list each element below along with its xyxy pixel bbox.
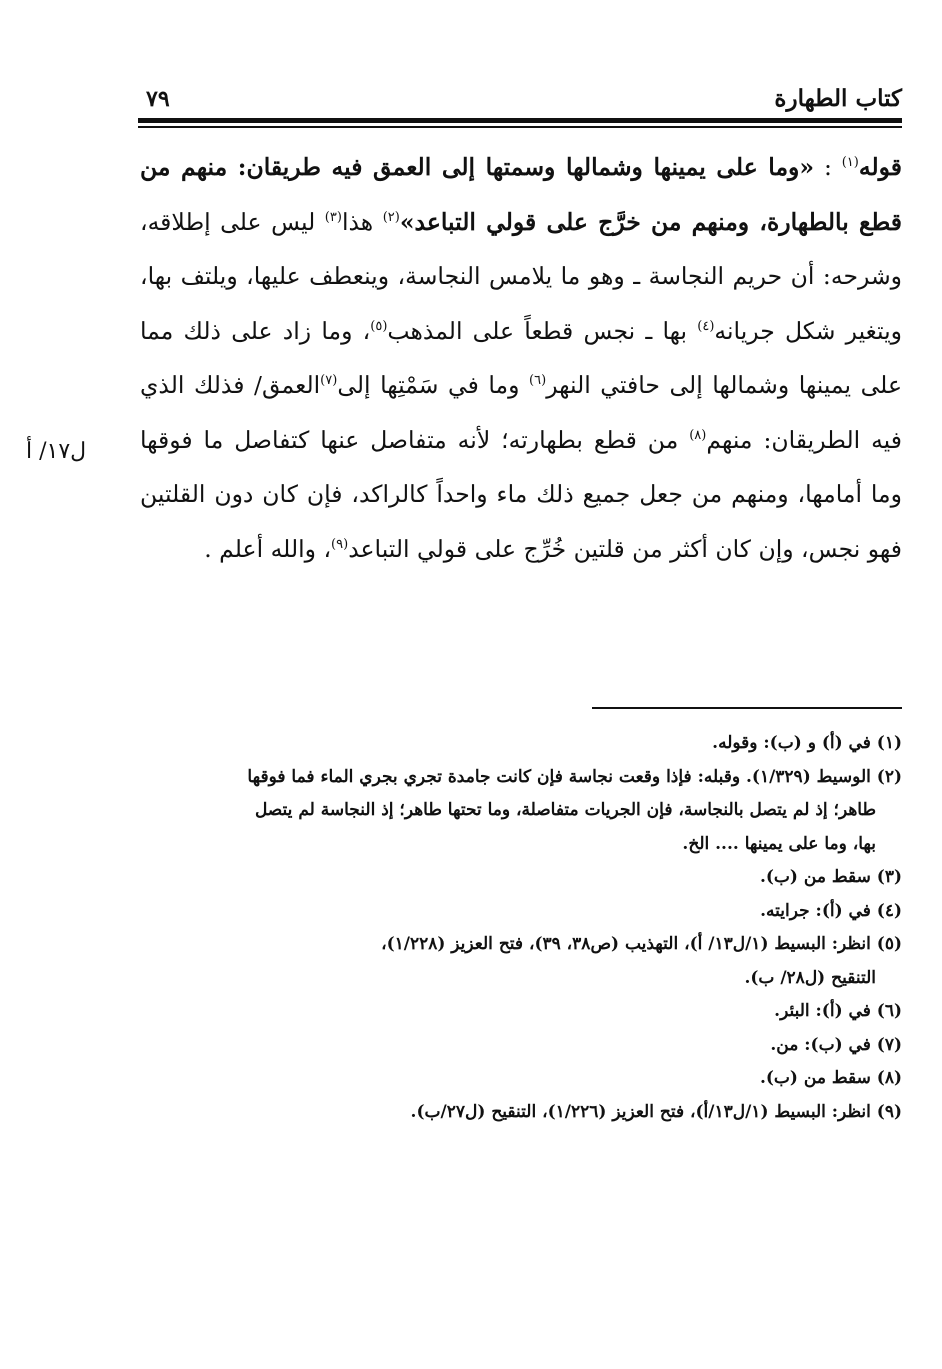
- chapter-title: كتاب الطهارة: [774, 85, 902, 112]
- footnote-ref: (٩): [331, 536, 349, 552]
- footnote-ref: (١): [841, 155, 859, 171]
- text-segment: ، وما زاد على ذلك مما على يمينها وشمالها إلى حافتي النهر: [140, 316, 902, 399]
- text-segment: من قطع بطهارته؛ لأنه متفاصل عنها كتفاصل ما فوقها وما أمامها، ومنهم من جعل جميع ذلك ماء واحداً كالراكد، فإن كان دون القلتين فهو نجس، وإن كان أكثر من قلتين خُرِّج على قولي التباعد: [140, 425, 902, 563]
- quoted-text: «وما على يمينها وشمالها وسمتها إلى العمق فيه طريقان: منهم من قطع بالطهارة، ومنهم من خرَّج على قولي التباعد»: [140, 153, 902, 236]
- footnote-ref: (٦): [529, 373, 547, 389]
- page-number: ٧٩: [146, 86, 170, 112]
- footnote-ref: (٢): [382, 209, 400, 225]
- text-segment: وما في سَمْتِها إلى: [337, 371, 530, 399]
- footnote: (٣) سقط من (ب).: [759, 867, 902, 887]
- text-segment: العمق/ فذلك الذي فيه الطريقان: منهم: [140, 371, 902, 454]
- text-segment: ، والله أعلم .: [204, 534, 332, 563]
- footnote-continuation: التنقيح (ل٢٨/ ب).: [744, 967, 876, 988]
- footnote: (٤) في (أ): جرايته.: [760, 900, 902, 921]
- text-segment: هذا: [341, 207, 383, 236]
- footnotes: [140, 727, 902, 1129]
- footnote-separator: [592, 707, 902, 709]
- footnote: (٨) سقط من (ب).: [759, 1068, 902, 1088]
- header-rule-thin: [138, 126, 902, 128]
- footnote-ref: (٤): [697, 318, 715, 334]
- footnote-continuation: طاهر؛ إذ لم يتصل بالنجاسة، فإن الجريات متفاصلة، وما تحتها طاهر؛ إذ النجاسة لم يتصل: [254, 800, 876, 820]
- footnote-ref: (٣): [324, 209, 342, 225]
- header-rule-thick: [138, 118, 902, 123]
- footnote-ref: (٨): [689, 427, 707, 443]
- text-segment: بها ـ نجس قطعاً على المذهب: [387, 316, 698, 345]
- footnote: (١) في (أ) و (ب): وقوله.: [712, 733, 902, 753]
- main-text: [140, 140, 902, 576]
- text-segment: قوله: [858, 153, 902, 181]
- footnote: (٧) في (ب): من.: [770, 1034, 902, 1055]
- footnote: (٩) انظر: البسيط (١/ل١٣/أ)، فتح العزيز (١/٢٢٦)، التنقيح (ل٢٧/ب).: [410, 1101, 902, 1122]
- text-segment: ليس على إطلاقه، وشرحه: أن حريم النجاسة ـ وهو ما يلامس النجاسة، وينعطف عليها، ويلتف بها، ويتغير شكل جريانه: [140, 207, 902, 345]
- footnote: (٥) انظر: البسيط (١/ل١٣/ أ)، التهذيب (ص٣٨، ٣٩)، فتح العزيز (١/٢٢٨)،: [381, 934, 902, 954]
- footnote: (٦) في (أ): البئر.: [774, 1001, 902, 1021]
- running-header: [138, 84, 902, 116]
- marginal-note: ل١٧/ أ: [26, 439, 87, 464]
- footnote-continuation: بها، وما على يمينها .... الخ.: [682, 833, 876, 854]
- text-segment: :: [814, 153, 842, 181]
- footnote-ref: (٥): [370, 318, 388, 334]
- footnote-ref: (٧): [320, 373, 338, 389]
- footnote: (٢) الوسيط (١/٣٢٩). وقبله: فإذا وقعت نجاسة فإن كانت جامدة تجري بجري الماء فما فوقها: [247, 766, 902, 787]
